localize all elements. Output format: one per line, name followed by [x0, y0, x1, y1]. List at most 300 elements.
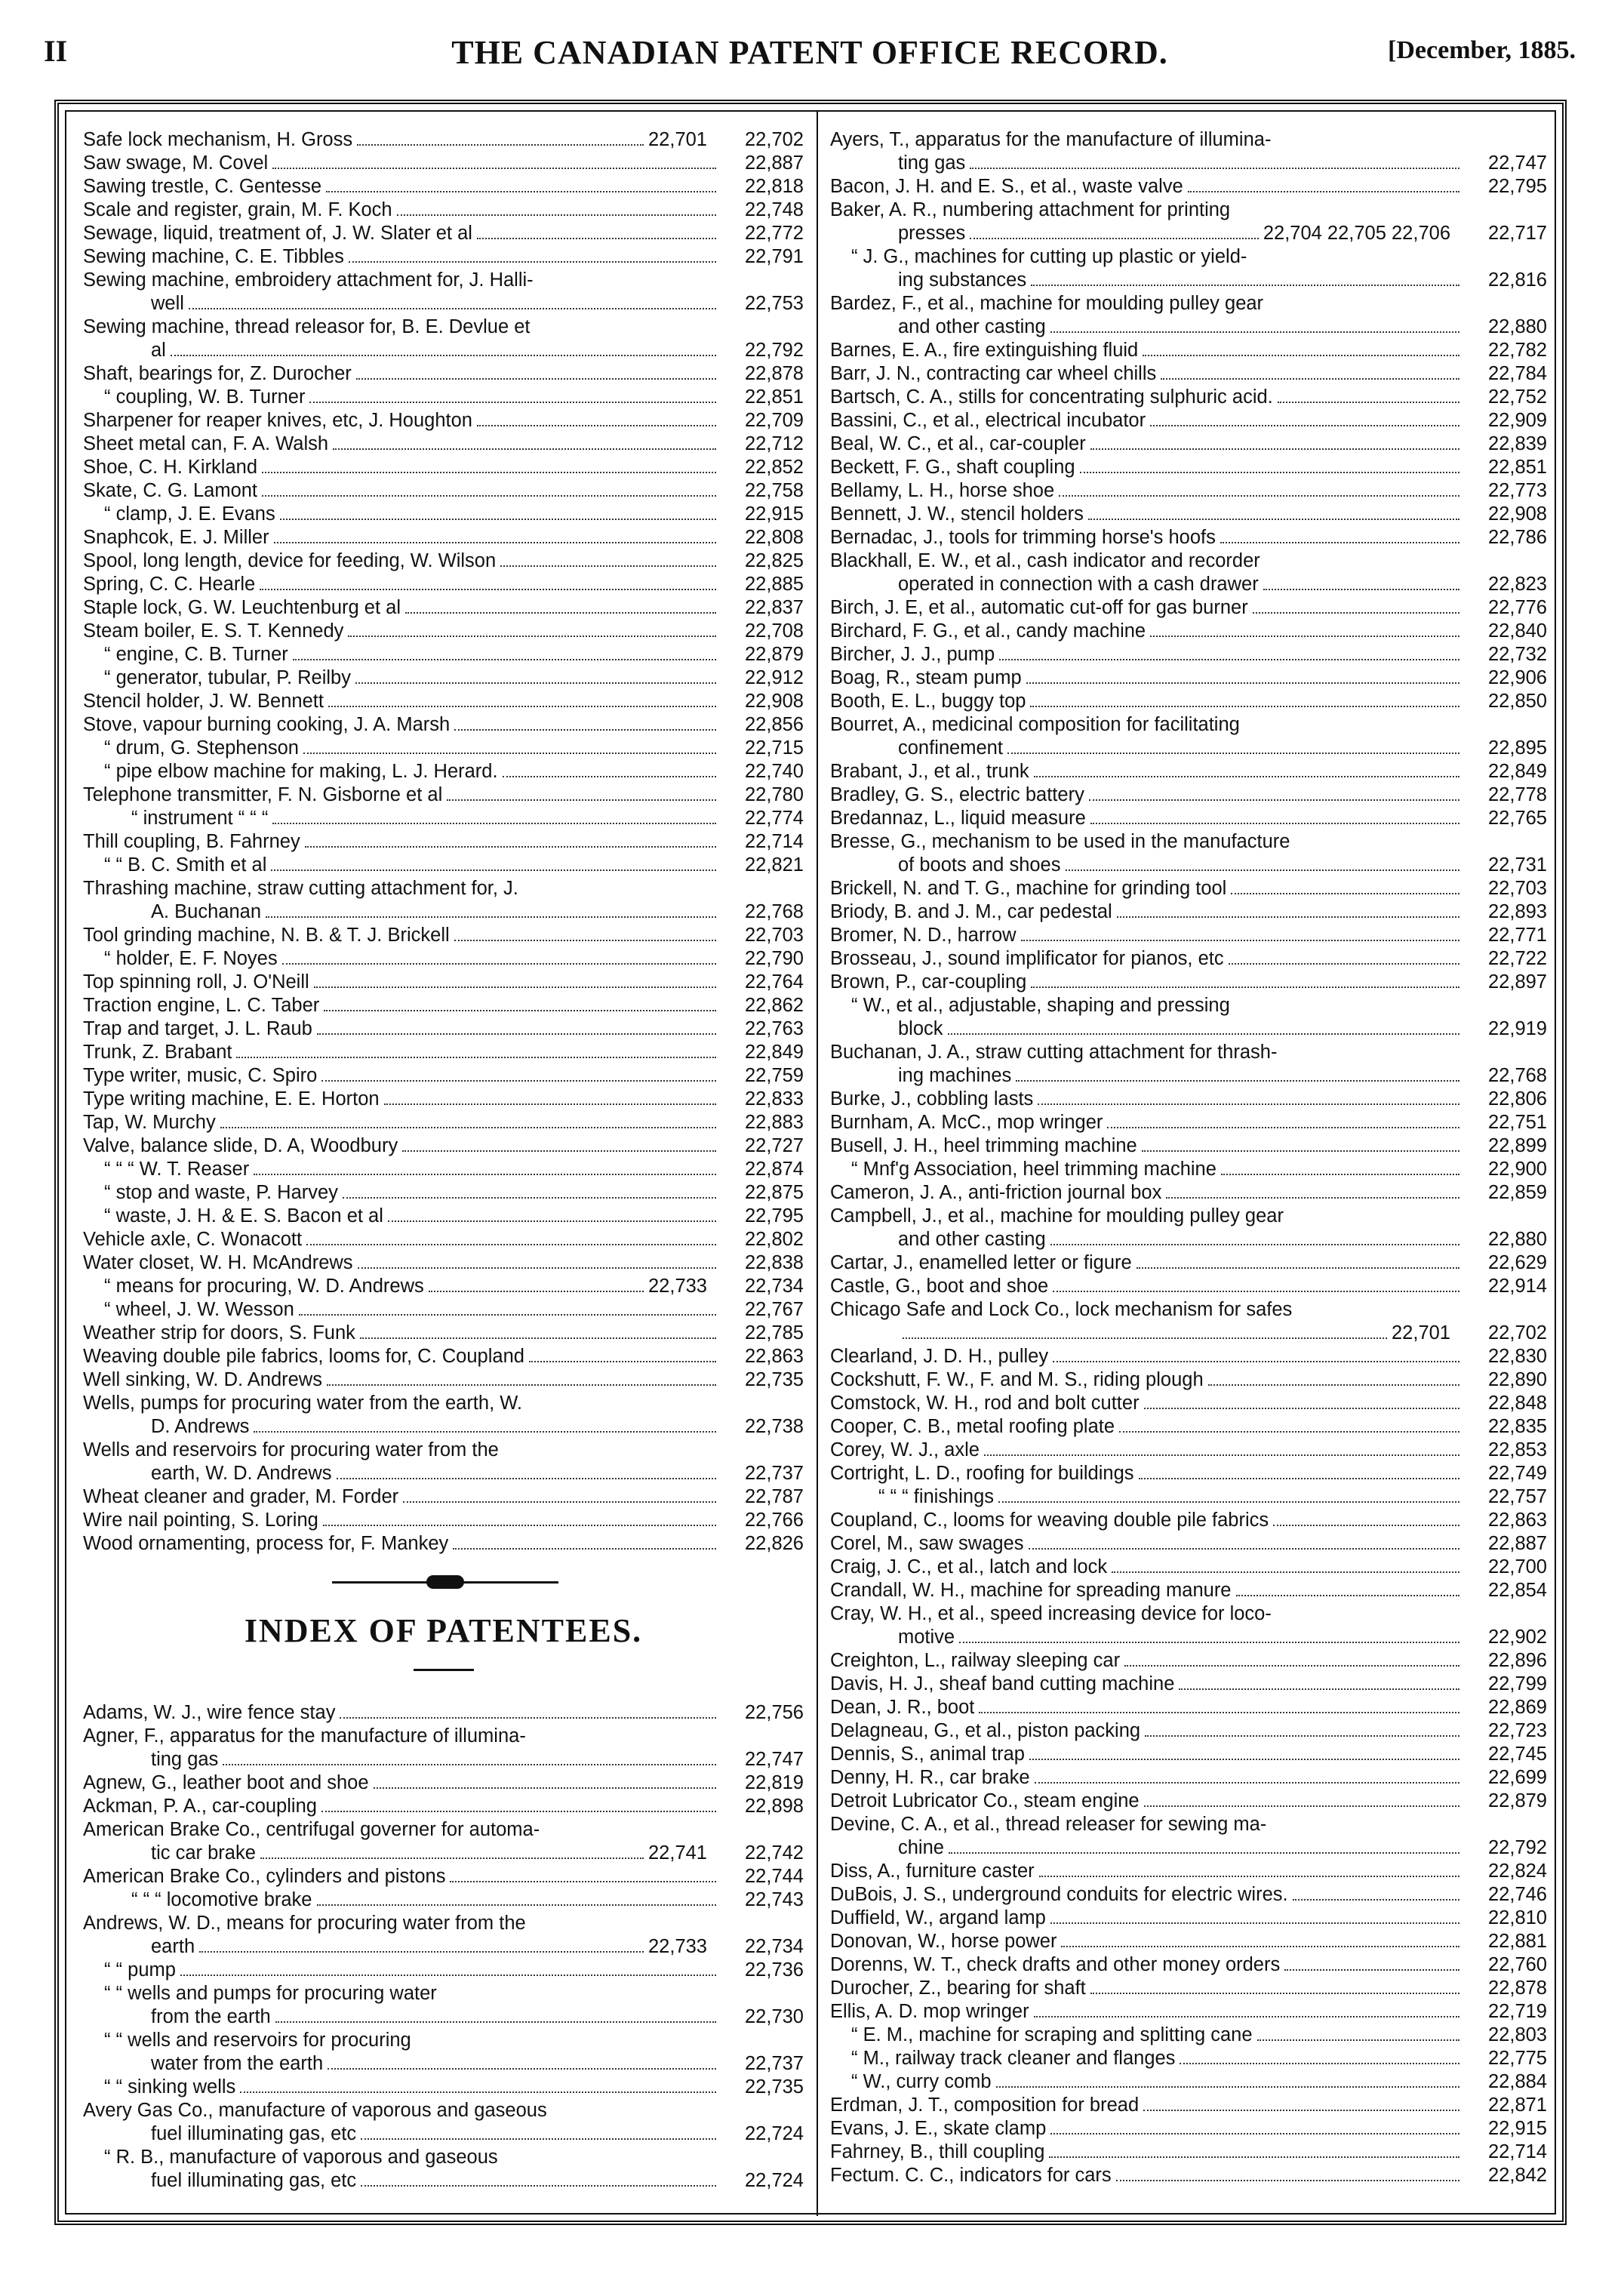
patent-number: 22,848	[1488, 1393, 1547, 1414]
index-entry	[830, 526, 1547, 549]
dot-leader	[355, 682, 716, 684]
dot-leader	[477, 425, 716, 426]
entry-text: Well sinking, W. D. Andrews	[83, 1369, 322, 1390]
entry-text: Bacon, J. H. and E. S., et al., waste valve	[830, 176, 1183, 197]
entry-text: Cray, W. H., et al., speed increasing device for loco-	[830, 1603, 1272, 1624]
entry-text: Avery Gas Co., manufacture of vaporous and gaseous	[83, 2100, 547, 2121]
index-entry	[83, 1701, 804, 1725]
index-entry	[83, 432, 804, 456]
dot-leader	[1221, 1174, 1459, 1175]
entry-text: Barnes, E. A., fire extinguishing fluid	[830, 340, 1139, 361]
patent-number: 22,757	[1488, 1486, 1547, 1507]
entry-text: Stencil holder, J. W. Bennett	[83, 691, 324, 712]
patent-number: 22,745	[1488, 1744, 1547, 1765]
dot-leader	[272, 823, 716, 824]
index-of-patentees-heading: INDEX OF PATENTEES.	[244, 1612, 643, 1649]
patent-number: 22,767	[745, 1299, 804, 1320]
entry-text: Sewing machine, embroidery attachment for, J. Halli-	[83, 269, 534, 291]
dot-leader	[272, 168, 716, 169]
index-entry-line	[83, 2146, 804, 2169]
index-entry	[83, 666, 804, 690]
entry-text: Agnew, G., leather boot and shoe	[83, 1772, 369, 1793]
index-entry	[830, 924, 1547, 947]
patent-number: 22,915	[1488, 2118, 1547, 2139]
dot-leader	[500, 565, 716, 567]
index-entry	[830, 479, 1547, 503]
patent-number: 22,878	[1488, 1978, 1547, 1999]
index-entry	[830, 596, 1547, 620]
index-entry	[830, 1017, 1547, 1041]
entry-text: Fectum. C. C., indicators for cars	[830, 2165, 1112, 2186]
patent-number: 22,747	[1488, 152, 1547, 174]
patent-number: 22,890	[1488, 1369, 1547, 1390]
entry-text: Cameron, J. A., anti-friction journal box	[830, 1182, 1162, 1203]
patent-number: 22,714	[745, 831, 804, 852]
patent-number: 22,863	[1488, 1510, 1547, 1531]
entry-text: ting gas	[151, 1749, 219, 1770]
entry-text: al	[151, 340, 166, 361]
patent-number: 22,825	[745, 550, 804, 571]
entry-text: Spring, C. C. Hearle	[83, 574, 256, 595]
patent-number: 22,884	[1488, 2071, 1547, 2092]
patent-number: 22,909	[1488, 410, 1547, 431]
index-entry	[83, 2052, 804, 2076]
entry-text: Spool, long length, device for feeding, W. Wilson	[83, 550, 497, 571]
entry-text: Denny, H. R., car brake	[830, 1767, 1030, 1788]
index-entry	[83, 1205, 804, 1228]
entry-text: Trunk, Z. Brabant	[83, 1042, 232, 1063]
patent-number: 22,914	[1488, 1276, 1547, 1297]
index-entry	[830, 947, 1547, 971]
dot-leader	[1034, 2016, 1459, 2018]
patent-number: 22,851	[745, 386, 804, 408]
entry-text: Devine, C. A., et al., thread releaser for sewing ma-	[830, 1814, 1267, 1835]
patent-number: 22,880	[1488, 316, 1547, 337]
index-entry	[830, 971, 1547, 994]
dot-leader	[1119, 1431, 1459, 1433]
index-entry	[830, 690, 1547, 713]
index-entry	[830, 1111, 1547, 1134]
patent-number: 22,849	[1488, 761, 1547, 782]
patent-number: 22,703	[745, 925, 804, 946]
index-entry-line	[83, 1725, 804, 1748]
index-entry	[830, 2047, 1547, 2070]
patent-number: 22,723	[1488, 1720, 1547, 1741]
entry-text: Creighton, L., railway sleeping car	[830, 1650, 1121, 1671]
patent-number: 22,795	[745, 1205, 804, 1227]
dot-leader	[1257, 2039, 1459, 2041]
dot-leader	[266, 916, 716, 918]
index-entry	[83, 596, 804, 620]
entry-text: Shoe, C. H. Kirkland	[83, 457, 258, 478]
index-entry	[83, 2076, 804, 2099]
index-entry-line	[83, 1439, 804, 1462]
dot-leader	[223, 1764, 716, 1765]
dot-leader	[262, 495, 716, 497]
index-entry	[830, 1064, 1547, 1088]
dot-leader	[1293, 1899, 1459, 1901]
dot-leader	[454, 940, 716, 941]
dot-leader	[996, 2086, 1459, 2088]
index-entry	[830, 1860, 1547, 1883]
dot-leader	[1050, 331, 1459, 333]
entry-text: Bourret, A., medicinal composition for facilitating	[830, 714, 1240, 735]
entry-text: Beckett, F. G., shaft coupling	[830, 457, 1075, 478]
index-entry	[83, 947, 804, 971]
index-entry-line	[830, 245, 1547, 269]
index-entry	[83, 1532, 804, 1556]
page-header	[44, 30, 1576, 75]
patent-number: 22,756	[745, 1702, 804, 1723]
index-entry	[83, 994, 804, 1017]
patent-number: 22,871	[1488, 2094, 1547, 2116]
patent-number: 22,897	[1488, 971, 1547, 993]
entry-text: Steam boiler, E. S. T. Kennedy	[83, 620, 344, 642]
entry-text: Erdman, J. T., composition for bread	[830, 2094, 1140, 2116]
index-entry	[83, 1298, 804, 1322]
index-entry	[83, 783, 804, 807]
patent-number: 22,737	[745, 1463, 804, 1484]
index-entry	[830, 315, 1547, 339]
index-entry	[83, 1088, 804, 1111]
dot-leader	[1029, 1548, 1460, 1550]
index-entry	[830, 1930, 1547, 1953]
index-entry	[830, 2164, 1547, 2187]
dot-leader	[477, 238, 716, 239]
index-entry	[830, 737, 1547, 760]
dot-leader	[1035, 1782, 1459, 1784]
index-entry	[830, 783, 1547, 807]
entry-text: DuBois, J. S., underground conduits for electric wires.	[830, 1884, 1288, 1905]
patent-number: 22,734	[745, 1936, 804, 1957]
patent-number: 22,790	[745, 948, 804, 969]
index-entry	[830, 456, 1547, 479]
index-entry	[830, 503, 1547, 526]
index-entry	[830, 1626, 1547, 1649]
patent-number: 22,765	[1488, 808, 1547, 829]
patent-number: 22,819	[745, 1772, 804, 1793]
dot-leader	[326, 191, 716, 192]
patent-number: 22,806	[1488, 1088, 1547, 1110]
entry-text: Andrews, W. D., means for procuring water from the	[83, 1913, 526, 1934]
dot-leader	[1090, 823, 1459, 824]
entry-text: fuel illuminating gas, etc	[151, 2123, 357, 2144]
index-entry	[83, 1935, 804, 1959]
entry-text: Bircher, J. J., pump	[830, 644, 995, 665]
patent-number: 22,785	[745, 1322, 804, 1343]
patent-number: 22,854	[1488, 1580, 1547, 1601]
dot-leader	[402, 1150, 716, 1152]
dot-leader	[1180, 2063, 1459, 2064]
index-entry-line	[830, 199, 1547, 222]
patent-number: 22,803	[1488, 2024, 1547, 2045]
index-entry	[83, 175, 804, 199]
entry-text: Cooper, C. B., metal roofing plate	[830, 1416, 1115, 1437]
index-entry	[830, 1485, 1547, 1509]
index-entry	[83, 1251, 804, 1275]
entry-text: Brosseau, J., sound implificator for pianos, etc	[830, 948, 1224, 969]
entry-text: Evans, J. E., skate clamp	[830, 2118, 1047, 2139]
patent-number: 22,859	[1488, 1182, 1547, 1203]
patent-number: 22,896	[1488, 1650, 1547, 1671]
patent-number: 22,908	[745, 691, 804, 712]
dot-leader	[454, 729, 716, 731]
index-entry-line	[830, 1041, 1547, 1064]
index-entry	[830, 1766, 1547, 1790]
patent-number: 22,629	[1488, 1252, 1547, 1273]
index-entry	[830, 175, 1547, 199]
patent-number: 22,760	[1488, 1954, 1547, 1975]
patentee-index-list-right	[830, 128, 1547, 2187]
index-entry-line	[830, 830, 1547, 854]
index-entry	[830, 1509, 1547, 1532]
dot-leader	[271, 869, 716, 871]
dot-leader	[1229, 963, 1459, 965]
dot-leader	[189, 308, 716, 309]
patent-number: 22,737	[745, 2053, 804, 2074]
entry-text: Duffield, W., argand lamp	[830, 1907, 1046, 1928]
dot-leader	[1031, 986, 1459, 988]
index-entry	[830, 1088, 1547, 1111]
dot-leader	[240, 2091, 716, 2093]
patent-number: 22,887	[1488, 1533, 1547, 1554]
index-entry	[83, 503, 804, 526]
entry-text: Cartar, J., enamelled letter or figure	[830, 1252, 1132, 1273]
index-entry	[83, 1158, 804, 1181]
entry-text: Wood ornamenting, process for, F. Mankey	[83, 1533, 449, 1554]
index-entry	[830, 900, 1547, 924]
patent-number: 22,742	[745, 1842, 804, 1864]
patent-number: 22,915	[745, 503, 804, 525]
dot-leader	[280, 519, 716, 520]
patent-number: 22,902	[1488, 1627, 1547, 1648]
index-entry	[830, 269, 1547, 292]
entry-text: “ “ wells and pumps for procuring water	[104, 1983, 437, 2004]
patent-number: 22,850	[1488, 691, 1547, 712]
dot-leader	[1284, 1969, 1459, 1971]
dot-leader	[348, 636, 716, 637]
index-entry	[83, 1017, 804, 1041]
index-entry	[830, 1181, 1547, 1205]
patent-number: 22,912	[745, 667, 804, 688]
index-entry	[83, 1275, 804, 1298]
patent-number: 22,752	[1488, 386, 1547, 408]
index-entry	[830, 620, 1547, 643]
dot-leader	[1143, 2110, 1459, 2111]
index-entry	[83, 620, 804, 643]
dot-leader	[254, 1174, 716, 1175]
dot-leader	[282, 963, 716, 965]
index-entry	[830, 1462, 1547, 1485]
index-entry	[83, 1345, 804, 1368]
left-column	[83, 128, 804, 2193]
secondary-patent-number: 22,704 22,705 22,706	[1263, 223, 1450, 244]
index-entry-line	[830, 128, 1547, 152]
entry-text: and other casting	[898, 1229, 1046, 1250]
patent-number: 22,712	[745, 433, 804, 454]
dot-leader	[274, 542, 716, 543]
entry-text: Tap, W. Murchy	[83, 1112, 216, 1133]
dot-leader	[397, 214, 716, 216]
patent-number: 22,751	[1488, 1112, 1547, 1133]
dot-leader	[979, 1712, 1459, 1713]
dot-leader	[1050, 1244, 1459, 1245]
entry-text: Baker, A. R., numbering attachment for printing	[830, 199, 1231, 220]
dot-leader	[1150, 425, 1459, 426]
dot-leader	[998, 1501, 1459, 1503]
index-entry	[83, 643, 804, 666]
entry-text: Barr, J. N., contracting car wheel chills	[830, 363, 1157, 384]
patent-number: 22,856	[745, 714, 804, 735]
index-entry	[83, 409, 804, 432]
entry-text: “ engine, C. B. Turner	[104, 644, 288, 665]
page-number: II	[44, 34, 68, 68]
entry-text: tic car brake	[151, 1842, 256, 1864]
index-entry	[83, 971, 804, 994]
index-entry	[83, 1228, 804, 1251]
entry-text: Vehicle axle, C. Wonacott	[83, 1229, 303, 1250]
patent-number: 22,835	[1488, 1416, 1547, 1437]
index-entry-line	[83, 1982, 804, 2005]
index-entry	[830, 666, 1547, 690]
index-entry	[830, 1977, 1547, 2000]
index-entry	[830, 2000, 1547, 2024]
entry-text: Safe lock mechanism, H. Gross	[83, 129, 353, 150]
index-entry	[830, 362, 1547, 386]
patent-number: 22,879	[1488, 1790, 1547, 1811]
index-entry	[83, 1368, 804, 1392]
entry-text: “ stop and waste, P. Harvey	[104, 1182, 338, 1203]
dot-leader	[1080, 472, 1459, 473]
entry-text: D. Andrews	[151, 1416, 250, 1437]
patent-number: 22,724	[745, 2170, 804, 2191]
index-entry	[83, 1485, 804, 1509]
entry-text: earth, W. D. Andrews	[151, 1463, 332, 1484]
patent-number: 22,895	[1488, 737, 1547, 759]
subject-index-list	[83, 128, 804, 1556]
index-entry	[830, 1556, 1547, 1579]
index-entry-line	[83, 315, 804, 339]
index-entry	[830, 1579, 1547, 1602]
entry-text: ing machines	[898, 1065, 1012, 1086]
patent-number: 22,772	[745, 223, 804, 244]
entry-text: ting gas	[898, 152, 966, 174]
patent-number: 22,740	[745, 761, 804, 782]
entry-text: “ W., curry comb	[851, 2071, 992, 2092]
index-entry	[830, 432, 1547, 456]
entry-text: Briody, B. and J. M., car pedestal	[830, 901, 1112, 922]
patent-number: 22,703	[1488, 878, 1547, 899]
dot-leader	[305, 846, 716, 848]
entry-text: Chicago Safe and Lock Co., lock mechanism for safes	[830, 1299, 1293, 1320]
index-entry	[83, 222, 804, 245]
patent-number: 22,887	[745, 152, 804, 174]
entry-text: Dorenns, W. T., check drafts and other money orders	[830, 1954, 1281, 1975]
entry-text: fuel illuminating gas, etc	[151, 2170, 357, 2191]
patent-number: 22,764	[745, 971, 804, 993]
entry-text: Birchard, F. G., et al., candy machine	[830, 620, 1146, 642]
dot-leader	[999, 659, 1459, 660]
index-entry-line	[830, 1602, 1547, 1626]
index-entry	[83, 1134, 804, 1158]
entry-text: “ waste, J. H. & E. S. Bacon et al	[104, 1205, 383, 1227]
entry-text: Traction engine, L. C. Taber	[83, 995, 320, 1016]
patent-number: 22,840	[1488, 620, 1547, 642]
entry-text: Diss, A., furniture caster	[830, 1861, 1035, 1882]
patent-number: 22,906	[1488, 667, 1547, 688]
dot-leader	[388, 1220, 716, 1222]
dot-leader	[1026, 682, 1459, 684]
patent-number: 22,869	[1488, 1697, 1547, 1718]
dot-leader	[1161, 378, 1459, 380]
entry-text: Adams, W. J., wire fence stay	[83, 1702, 336, 1723]
patent-number: 22,715	[745, 737, 804, 759]
patent-number: 22,919	[1488, 1018, 1547, 1039]
entry-text: Fahrney, B., thill coupling	[830, 2141, 1045, 2162]
index-entry-line	[830, 1298, 1547, 1322]
patent-number: 22,768	[1488, 1065, 1547, 1086]
entry-text: Wire nail pointing, S. Loring	[83, 1510, 318, 1531]
index-entry	[830, 1368, 1547, 1392]
dot-leader	[340, 1717, 716, 1719]
entry-text: Bredannaz, L., liquid measure	[830, 808, 1086, 829]
index-entry-line	[830, 713, 1547, 737]
entry-text: Bennett, J. W., stencil holders	[830, 503, 1084, 525]
dot-leader	[1030, 706, 1459, 707]
patent-number: 22,768	[745, 901, 804, 922]
index-entry	[83, 479, 804, 503]
entry-text: Bromer, N. D., harrow	[830, 925, 1017, 946]
dot-leader	[260, 1857, 644, 1859]
entry-text: Birch, J. E, et al., automatic cut-off for gas burner	[830, 597, 1248, 618]
dot-leader	[324, 1010, 716, 1011]
index-entry	[83, 1181, 804, 1205]
entry-text: Sewing machine, thread releasor for, B. E. Devlue et	[83, 316, 531, 337]
index-entry	[830, 409, 1547, 432]
patent-number: 22,808	[745, 527, 804, 548]
index-entry	[830, 1275, 1547, 1298]
dot-leader	[1124, 1665, 1459, 1667]
index-entry	[83, 362, 804, 386]
dot-leader	[1144, 1805, 1459, 1807]
patent-number: 22,851	[1488, 457, 1547, 478]
dot-leader	[1090, 448, 1459, 450]
entry-text: Delagneau, G., et al., piston packing	[830, 1720, 1141, 1741]
entry-text: “ clamp, J. E. Evans	[104, 503, 275, 525]
index-entry-line	[830, 292, 1547, 315]
entry-text: “ instrument “ “ “	[131, 808, 269, 829]
patent-number: 22,735	[745, 1369, 804, 1390]
dot-leader	[1139, 1478, 1459, 1479]
dot-leader	[328, 2068, 716, 2070]
index-entry	[83, 854, 804, 877]
entry-text: Type writer, music, C. Spiro	[83, 1065, 318, 1086]
patent-number: 22,799	[1488, 1673, 1547, 1694]
patent-number: 22,853	[1488, 1439, 1547, 1460]
index-entry	[83, 737, 804, 760]
patent-number: 22,802	[745, 1229, 804, 1250]
dot-leader	[321, 1811, 716, 1812]
dot-leader	[1016, 1080, 1459, 1082]
entry-text: Castle, G., boot and shoe	[830, 1276, 1049, 1297]
entry-text: Valve, balance slide, D. A, Woodbury	[83, 1135, 398, 1156]
entry-text: Ayers, T., apparatus for the manufacture of illumina-	[830, 129, 1272, 150]
entry-text: motive	[898, 1627, 955, 1648]
patent-number: 22,778	[1488, 784, 1547, 805]
dot-leader	[1116, 2180, 1459, 2181]
patent-number: 22,714	[1488, 2141, 1547, 2162]
index-entry	[83, 1771, 804, 1795]
